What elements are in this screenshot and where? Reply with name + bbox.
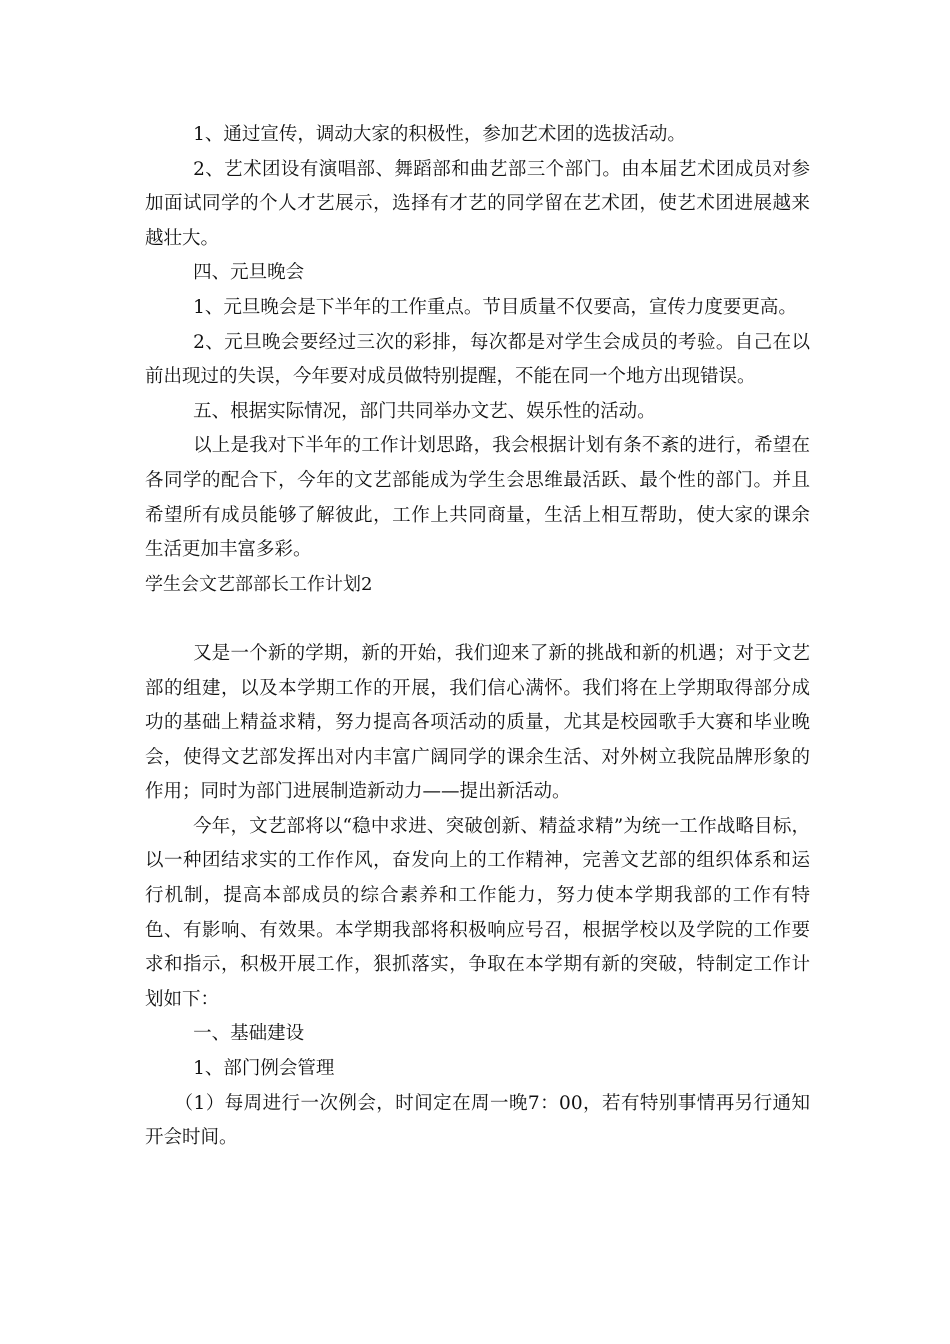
blank-line	[145, 602, 810, 637]
heading-meeting-management: 1、部门例会管理	[193, 1058, 335, 1080]
paragraph-gala-focus: 1、元旦晚会是下半年的工作重点。节目质量不仅要高，宣传力度要更高。	[193, 296, 797, 318]
heading-new-year-gala: 四、元旦晚会	[193, 262, 305, 284]
paragraph-gala-rehearsals: 2、元旦晚会要经过三次的彩排，每次都是对学生会成员的考验。自己在以前出现过的失误，今年要对成员做特别提醒，不能在同一个地方出现错误。	[145, 331, 810, 388]
document-page	[145, 118, 810, 1156]
heading-infrastructure: 一、基础建设	[193, 1023, 305, 1045]
paragraph-art-troupe-selection: 1、通过宣传，调动大家的积极性，参加艺术团的选拔活动。	[193, 124, 686, 145]
paragraph-weekly-meeting: （1）每周进行一次例会，时间定在周一晚7：00，若有特别事情再另行通知开会时间。	[145, 1092, 810, 1149]
heading-joint-activities: 五、根据实际情况，部门共同举办文艺、娱乐性的活动。	[193, 400, 656, 422]
paragraph-new-semester: 又是一个新的学期，新的开始，我们迎来了新的挑战和新的机遇；对于文艺部的组建，以及本学期工作的开展，我们信心满怀。我们将在上学期取得部分成功的基础上精益求精，努力提高各项活动的质量，尤其是校园歌手大赛和毕业晚会，使得文艺部发挥出对内丰富广阔同学的课余生活、对外树立我院品牌形象的作用；同时为部门进展制造新动力——提出新活动。	[145, 642, 810, 803]
section-title: 学生会文艺部部长工作计划2	[145, 573, 373, 595]
paragraph-art-troupe-departments: 2、艺术团设有演唱部、舞蹈部和曲艺部三个部门。由本届艺术团成员对参加面试同学的个人才艺展示，选择有才艺的同学留在艺术团，使艺术团进展越来越壮大。	[145, 158, 810, 249]
paragraph-summary: 以上是我对下半年的工作计划思路，我会根据计划有条不紊的进行，希望在各同学的配合下，今年的文艺部能成为学生会思维最活跃、最个性的部门。并且希望所有成员能够了解彼此，工作上共同商量，生活上相互帮助，使大家的课余生活更加丰富多彩。	[145, 435, 810, 561]
paragraph-strategy: 今年，文艺部将以“稳中求进、突破创新、精益求精”为统一工作战略目标，以一种团结求实的工作作风，奋发向上的工作精神，完善文艺部的组织体系和运行机制，提高本部成员的综合素养和工作能力，努力使本学期我部的工作有特色、有影响、有效果。本学期我部将积极响应号召，根据学校以及学院的工作要求和指示，积极开展工作，狠抓落实，争取在本学期有新的突破，特制定工作计划如下：	[145, 815, 810, 1010]
